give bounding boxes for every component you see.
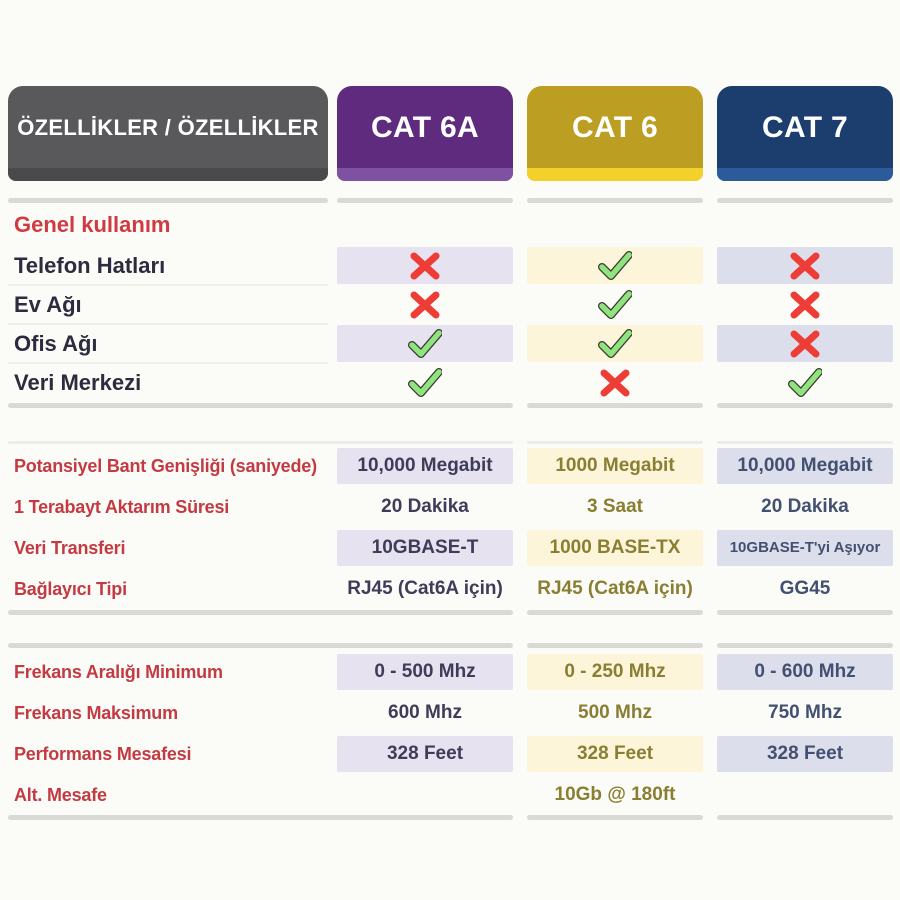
status-cell	[717, 364, 893, 401]
value-cell: 10,000 Megabit	[337, 448, 513, 484]
cat6-tab-strip	[527, 168, 703, 181]
row-label: Bağlayıcı Tipi	[14, 578, 127, 599]
status-cell	[337, 325, 513, 362]
row-label: Ev Ağı	[8, 286, 328, 323]
column-header-cat6	[527, 86, 703, 181]
value-cell	[337, 777, 513, 813]
table-row	[0, 777, 900, 813]
value-cell: 10,000 Megabit	[717, 448, 893, 484]
check-icon	[408, 368, 442, 398]
value-cell: 3 Saat	[587, 496, 643, 517]
table-row	[0, 695, 900, 731]
check-icon	[788, 368, 822, 398]
value-cell: 10GBASE-T'yi Aşıyor	[717, 530, 893, 566]
row-label: Alt. Mesafe	[14, 784, 107, 805]
status-cell	[337, 247, 513, 284]
row-label: 1 Terabayt Aktarım Süresi	[14, 496, 230, 517]
value-cell: 10GBASE-T	[337, 530, 513, 566]
cat6a-tab-strip	[337, 168, 513, 181]
check-icon	[598, 329, 632, 359]
value-cell: RJ45 (Cat6A için)	[537, 578, 693, 599]
row-label: Potansiyel Bant Genişliği (saniyede)	[14, 455, 317, 476]
features-tab-strip	[8, 168, 328, 181]
table-row	[0, 448, 900, 484]
features-header-tab	[8, 86, 328, 181]
divider	[0, 643, 900, 648]
check-icon	[408, 329, 442, 359]
table-row	[0, 325, 900, 362]
value-cell: 600 Mhz	[388, 702, 462, 723]
row-label: Frekans Aralığı Minimum	[14, 661, 223, 682]
status-cell	[527, 286, 703, 323]
cross-icon	[789, 291, 821, 319]
table-row	[0, 489, 900, 525]
divider	[0, 610, 900, 615]
cross-icon	[789, 252, 821, 280]
status-cell	[717, 325, 893, 362]
status-cell	[337, 364, 513, 401]
value-cell: 328 Feet	[527, 736, 703, 772]
cross-icon	[409, 252, 441, 280]
cross-icon	[789, 330, 821, 358]
section-title: Genel kullanım	[14, 211, 171, 237]
value-cell: 1000 Megabit	[527, 448, 703, 484]
value-cell	[717, 777, 893, 813]
divider	[0, 198, 900, 203]
value-cell: 0 - 600 Mhz	[717, 654, 893, 690]
value-cell: GG45	[779, 578, 831, 599]
table-row	[0, 571, 900, 607]
cat7-tab-strip	[717, 168, 893, 181]
cross-icon	[409, 291, 441, 319]
value-cell: 500 Mhz	[578, 702, 652, 723]
cat6-label: CAT 6	[572, 111, 658, 144]
value-cell: 0 - 500 Mhz	[337, 654, 513, 690]
features-header-label: ÖZELLİKLER / ÖZELLİKLER	[17, 115, 319, 140]
row-label: Frekans Maksimum	[14, 702, 178, 723]
check-icon	[598, 251, 632, 281]
status-cell	[527, 325, 703, 362]
section-title-row	[0, 204, 900, 245]
row-label: Ofis Ağı	[8, 325, 328, 362]
header-row	[0, 86, 900, 181]
value-cell: 328 Feet	[337, 736, 513, 772]
status-cell	[717, 286, 893, 323]
cat6a-label: CAT 6A	[371, 111, 479, 144]
table-row	[0, 247, 900, 284]
status-cell	[717, 247, 893, 284]
table-row	[0, 364, 900, 401]
value-cell: 1000 BASE-TX	[527, 530, 703, 566]
row-label: Performans Mesafesi	[14, 743, 192, 764]
divider	[0, 441, 900, 444]
value-cell: 10Gb @ 180ft	[554, 784, 676, 805]
value-cell: 750 Mhz	[768, 702, 842, 723]
status-cell	[527, 247, 703, 284]
value-cell: RJ45 (Cat6A için)	[347, 578, 503, 599]
check-icon	[598, 290, 632, 320]
table-row	[0, 530, 900, 566]
row-label: Veri Transferi	[14, 537, 126, 558]
status-cell	[337, 286, 513, 323]
cross-icon	[599, 369, 631, 397]
value-cell: 20 Dakika	[761, 496, 849, 517]
row-label: Veri Merkezi	[14, 369, 142, 395]
row-label: Telefon Hatları	[8, 247, 328, 284]
table-row	[0, 286, 900, 323]
divider	[0, 403, 900, 408]
cat7-label: CAT 7	[762, 111, 848, 144]
value-cell: 328 Feet	[717, 736, 893, 772]
table-row	[0, 736, 900, 772]
value-cell: 0 - 250 Mhz	[527, 654, 703, 690]
divider	[0, 815, 900, 820]
table-row	[0, 654, 900, 690]
status-cell	[527, 364, 703, 401]
column-header-cat6a	[337, 86, 513, 181]
value-cell: 20 Dakika	[381, 496, 469, 517]
column-header-cat7	[717, 86, 893, 181]
